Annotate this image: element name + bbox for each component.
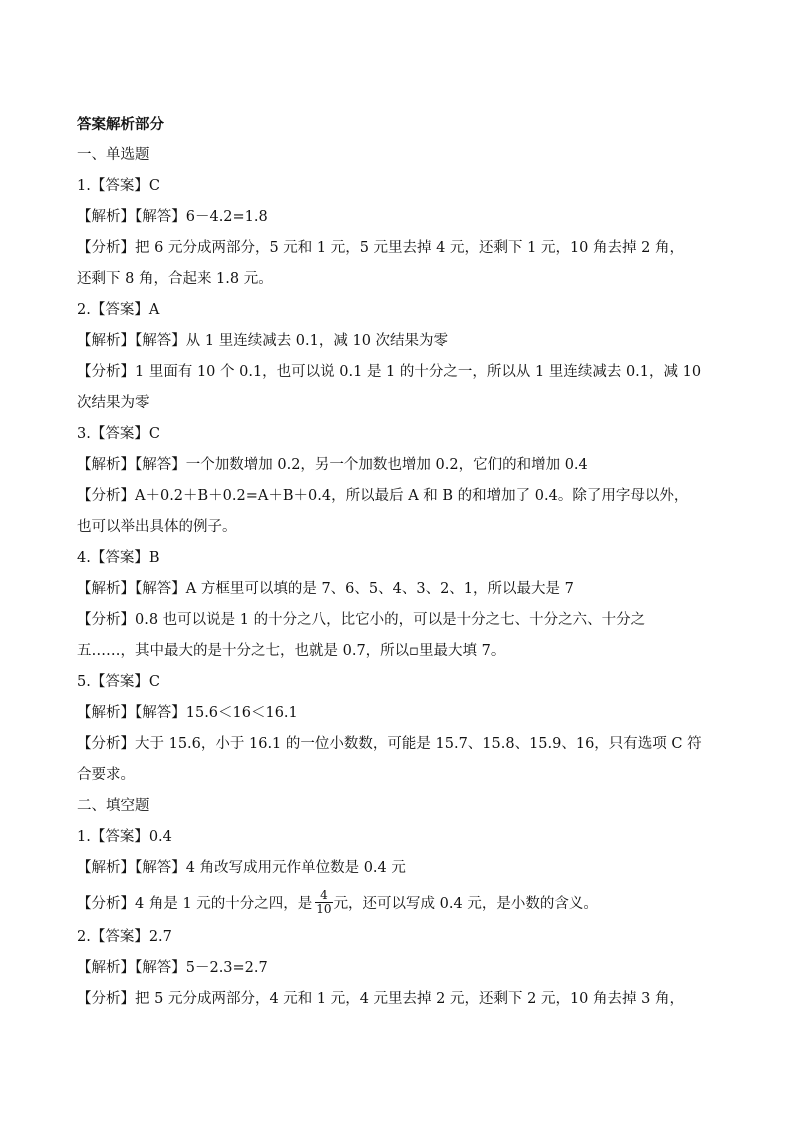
f2-answer: 2.【答案】2.7	[77, 929, 172, 945]
q3-solution: 【解析】【解答】一个加数增加 0.2，另一个加数也增加 0.2，它们的和增加 0.4	[77, 457, 588, 473]
q4-solution: 【解析】【解答】A 方框里可以填的是 7、6、5、4、3、2、1，所以最大是 7	[77, 581, 574, 597]
q2-answer: 2.【答案】A	[77, 302, 160, 318]
answer-document	[77, 109, 727, 1015]
document-title: 答案解析部分	[77, 116, 164, 133]
q4-analysis-line-1: 【分析】0.8 也可以说是 1 的十分之八，比它小的，可以是十分之七、十分之六、十分之	[77, 612, 646, 628]
f1-analysis-pre: 【分析】4 角是 1 元的十分之四，是	[77, 896, 313, 912]
fraction-denominator: 10	[316, 901, 332, 916]
q1-analysis-line-1: 【分析】把 6 元分成两部分，5 元和 1 元，5 元里去掉 4 元，还剩下 1 元，10 角去掉 2 角，	[77, 240, 684, 256]
q4-answer: 4.【答案】B	[77, 550, 160, 566]
q1-analysis-line-2: 还剩下 8 角，合起来 1.8 元。	[77, 271, 273, 287]
f1-solution: 【解析】【解答】4 角改写成用元作单位数是 0.4 元	[77, 860, 406, 876]
q2-solution: 【解析】【解答】从 1 里连续减去 0.1，减 10 次结果为零	[77, 333, 449, 349]
f1-analysis	[77, 884, 727, 922]
section-heading-single-choice: 一、单选题	[77, 147, 150, 163]
q5-answer: 5.【答案】C	[77, 674, 160, 690]
f1-analysis-post: 元，还可以写成 0.4 元，是小数的含义。	[333, 896, 598, 912]
f1-answer: 1.【答案】0.4	[77, 829, 172, 845]
f2-analysis-line-1: 【分析】把 5 元分成两部分，4 元和 1 元，4 元里去掉 2 元，还剩下 2 元，10 角去掉 3 角，	[77, 991, 684, 1007]
q1-solution: 【解析】【解答】6－4.2=1.8	[77, 209, 268, 225]
q3-analysis-line-2: 也可以举出具体的例子。	[77, 519, 237, 535]
q5-analysis-line-2: 合要求。	[77, 767, 135, 783]
q5-analysis-line-1: 【分析】大于 15.6，小于 16.1 的一位小数数，可能是 15.7、15.8、15.9、16，只有选项 C 符	[77, 736, 702, 752]
fraction	[315, 889, 332, 916]
q4-analysis-line-2: 五……，其中最大的是十分之七，也就是 0.7，所以▫里最大填 7。	[77, 643, 506, 659]
q2-analysis-line-2: 次结果为零	[77, 395, 150, 411]
f2-solution: 【解析】【解答】5－2.3=2.7	[77, 960, 268, 976]
q3-analysis-line-1: 【分析】A＋0.2＋B＋0.2=A＋B＋0.4，所以最后 A 和 B 的和增加了 0.4。除了用字母以外，	[77, 488, 689, 504]
q2-analysis-line-1: 【分析】1 里面有 10 个 0.1，也可以说 0.1 是 1 的十分之一，所以从 1 里连续减去 0.1，减 10	[77, 364, 702, 380]
q3-answer: 3.【答案】C	[77, 426, 160, 442]
q5-solution: 【解析】【解答】15.6＜16＜16.1	[77, 705, 298, 721]
fraction-numerator: 4	[315, 889, 332, 903]
q1-answer: 1.【答案】C	[77, 178, 160, 194]
section-heading-fill-blank: 二、填空题	[77, 798, 150, 814]
